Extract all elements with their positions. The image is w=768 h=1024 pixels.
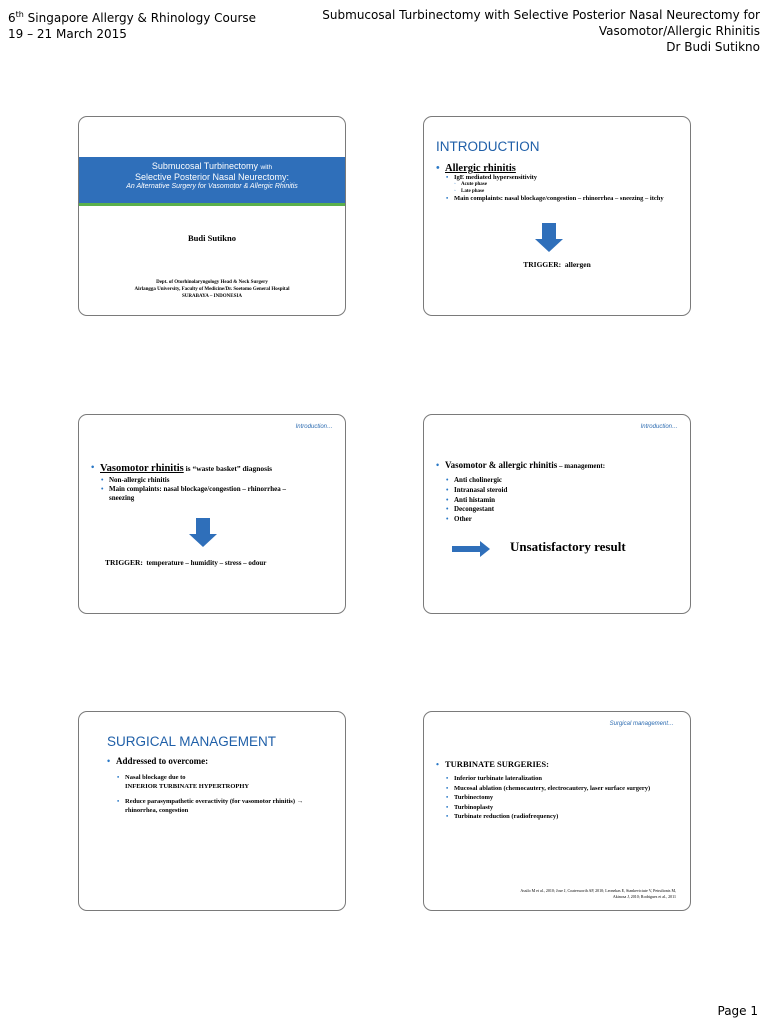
slide-heading: INTRODUCTION	[436, 139, 540, 154]
slide-affiliation	[79, 279, 345, 300]
sub-bullet: • Main complaints: nasal blockage/congestion – rhinorrhea – sneezing – itchy	[446, 195, 681, 203]
bullet-turbinate-surgeries: • TURBINATE SURGERIES:	[436, 759, 681, 769]
bullet-addressed: • Addressed to overcome:	[107, 756, 335, 766]
talk-title-line1: Submucosal Turbinectomy with Selective Posterior Nasal Neurectomy for	[322, 8, 760, 22]
section-tag: Surgical management…	[609, 721, 674, 727]
trigger-line: TRIGGER: temperature – humidity – stress – odour	[105, 558, 267, 567]
sub-sub-bullet: ◦ Late phase	[454, 189, 681, 196]
reference-line1: Assilo M et al., 2010; Jose J, Coatesworth AP, 2010; Leonekas E, Stankeviciute V, Petrulionis M,	[520, 888, 676, 893]
list-item: • Turbinate reduction (radiofrequency)	[446, 813, 654, 822]
slide-introduction	[423, 116, 691, 316]
banner-accent-bar	[79, 203, 345, 206]
title-banner	[79, 157, 345, 203]
affiliation-line1: Dept. of Otorhinolaryngology Head & Neck Surgery	[156, 280, 268, 285]
speaker-name: Dr Budi Sutikno	[666, 40, 760, 54]
slide-surgical-management	[78, 711, 346, 911]
course-dates: 19 – 21 March 2015	[8, 27, 127, 41]
list-item: • Inferior turbinate lateralization	[446, 775, 654, 784]
list-item: • Intranasal steroid	[446, 486, 681, 496]
reference-line2: Akinosa J, 2010; Rodrigues et al., 2011	[612, 894, 676, 899]
list-item: • Mucosal ablation (chemocautery, electrocautery, laser surface surgery)	[446, 785, 654, 794]
talk-title-line2: Vasomotor/Allergic Rhinitis	[598, 24, 760, 38]
banner-title-line2: Selective Posterior Nasal Neurectomy:	[134, 172, 290, 182]
section-tag: Introduction…	[640, 424, 678, 430]
bullet-vasomotor-rhinitis: • Vasomotor rhinitis is “waste basket” diagnosis	[91, 463, 336, 474]
slide-management	[423, 414, 691, 614]
section-tag: Introduction…	[295, 424, 333, 430]
arrow-icon: →	[296, 798, 304, 805]
down-arrow-icon	[542, 223, 556, 239]
handout-header-right	[322, 7, 760, 55]
sub-sub-bullet: ◦ Acute phase	[454, 182, 681, 189]
down-arrow-icon	[196, 518, 210, 534]
result-text: Unsatisfactory result	[510, 539, 626, 554]
sub-bullet: • Main complaints: nasal blockage/congestion – rhinorrhea – sneezing	[101, 485, 309, 503]
bullet-management: • Vasomotor & allergic rhinitis – management:	[436, 460, 681, 470]
affiliation-line2: Airlangga University, Faculty of Medicine/Dr. Soetomo General Hospital	[134, 287, 290, 292]
list-item: • Turbinectomy	[446, 794, 654, 803]
references	[436, 888, 676, 900]
slide-turbinate-surgeries	[423, 711, 691, 911]
sub-bullet-reduce-overactivity: • Reduce parasympathetic overactivity (for vasomotor rhinitis) → rhinorrhea, congestion	[117, 798, 335, 815]
list-item: • Other	[446, 515, 681, 525]
banner-title-line1: Submucosal Turbinectomy	[151, 161, 258, 171]
slide-author: Budi Sutikno	[188, 233, 236, 243]
list-item: • Anti histamin	[446, 496, 681, 506]
bullet-allergic-rhinitis: • Allergic rhinitis	[436, 163, 681, 174]
sub-bullet-nasal-blockage: • Nasal blockage due to INFERIOR TURBINATE HYPERTROPHY	[117, 774, 335, 791]
banner-subtitle: An Alternative Surgery for Vasomotor & Allergic Rhinitis	[126, 183, 298, 190]
affiliation-line3: SURABAYA – INDONESIA	[182, 294, 242, 299]
slide-vasomotor-rhinitis	[78, 414, 346, 614]
page-number: Page 1	[717, 1004, 758, 1018]
list-item: • Decongestant	[446, 505, 681, 515]
list-item: • Anti cholinergic	[446, 476, 681, 486]
list-item: • Turbinoplasty	[446, 804, 654, 813]
banner-title-with: with	[260, 164, 273, 171]
sub-bullet: • IgE mediated hypersensitivity	[446, 174, 681, 182]
therapy-list	[446, 476, 681, 525]
slide-title	[78, 116, 346, 316]
slide-heading: SURGICAL MANAGEMENT	[107, 734, 277, 749]
course-title: 6th Singapore Allergy & Rhinology Course	[8, 10, 257, 25]
right-arrow-icon	[452, 546, 480, 552]
surgery-list	[446, 775, 681, 822]
handout-header-left	[8, 7, 256, 42]
sub-bullet: • Non-allergic rhinitis	[101, 476, 336, 485]
trigger-line: TRIGGER: allergen	[523, 260, 591, 269]
